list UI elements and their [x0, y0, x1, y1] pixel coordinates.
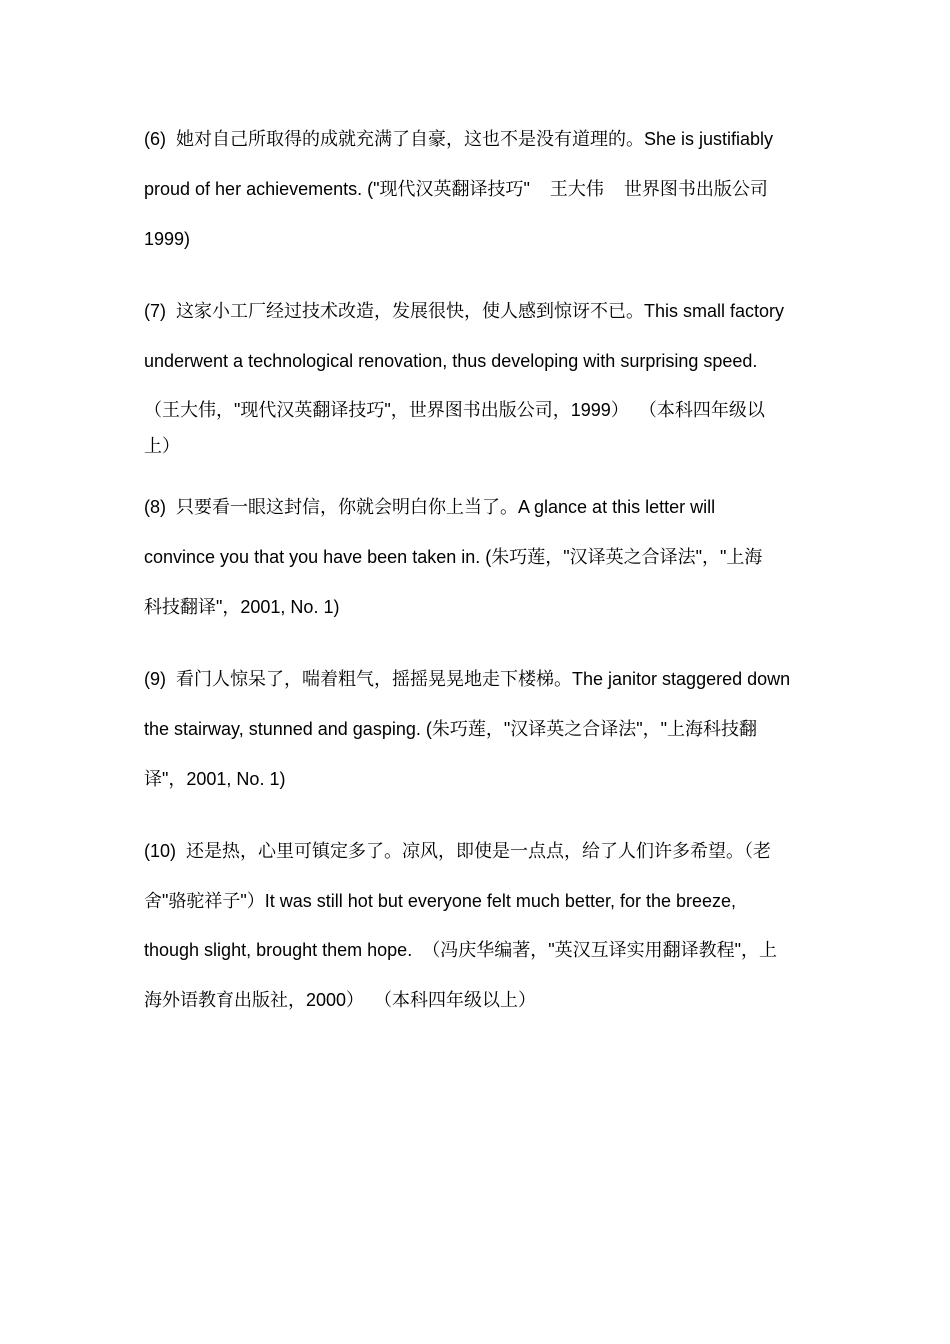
example-9-line-1: (9) 看门人惊呆了，喘着粗气，摇摇晃晃地走下楼梯。The janitor staggered down	[144, 669, 791, 689]
example-7-line-1: (7) 这家小工厂经过技术改造，发展很快，使人感到惊讶不已。This small factory	[144, 301, 785, 321]
example-10-line-1: (10) 还是热，心里可镇定多了。凉风，即使是一点点，给了人们许多希望。（老	[144, 841, 772, 861]
example-10-line-3: though slight, brought them hope. （冯庆华编著，"英汉互译实用翻译教程"，上	[144, 940, 777, 960]
example-7-line-4: 上）	[144, 436, 180, 456]
example-10-line-2: 舍"骆驼祥子"）It was still hot but everyone felt much better, for the breeze,	[144, 891, 737, 911]
example-8-line-1: (8) 只要看一眼这封信，你就会明白你上当了。A glance at this letter will	[144, 497, 716, 517]
example-6-line-2: proud of her achievements. ("现代汉英翻译技巧" 王大伟 世界图书出版公司	[144, 179, 768, 199]
example-8-line-3: 科技翻译"，2001, No. 1)	[144, 597, 340, 617]
example-10-line-4: 海外语教育出版社，2000） （本科四年级以上）	[144, 990, 537, 1010]
example-9-line-2: the stairway, stunned and gasping. (朱巧莲，"汉译英之合译法"，"上海科技翻	[144, 719, 758, 739]
example-7-line-2: underwent a technological renovation, thus developing with surprising speed.	[144, 351, 758, 371]
example-9-line-3: 译"，2001, No. 1)	[144, 769, 286, 789]
example-6-line-3: 1999)	[144, 229, 191, 249]
example-7-line-3: （王大伟，"现代汉英翻译技巧"，世界图书出版公司，1999） （本科四年级以	[144, 400, 765, 420]
example-8-line-2: convince you that you have been taken in. (朱巧莲，"汉译英之合译法"，"上海	[144, 547, 763, 567]
example-6-line-1: (6) 她对自己所取得的成就充满了自豪，这也不是没有道理的。She is justifiably	[144, 129, 774, 149]
